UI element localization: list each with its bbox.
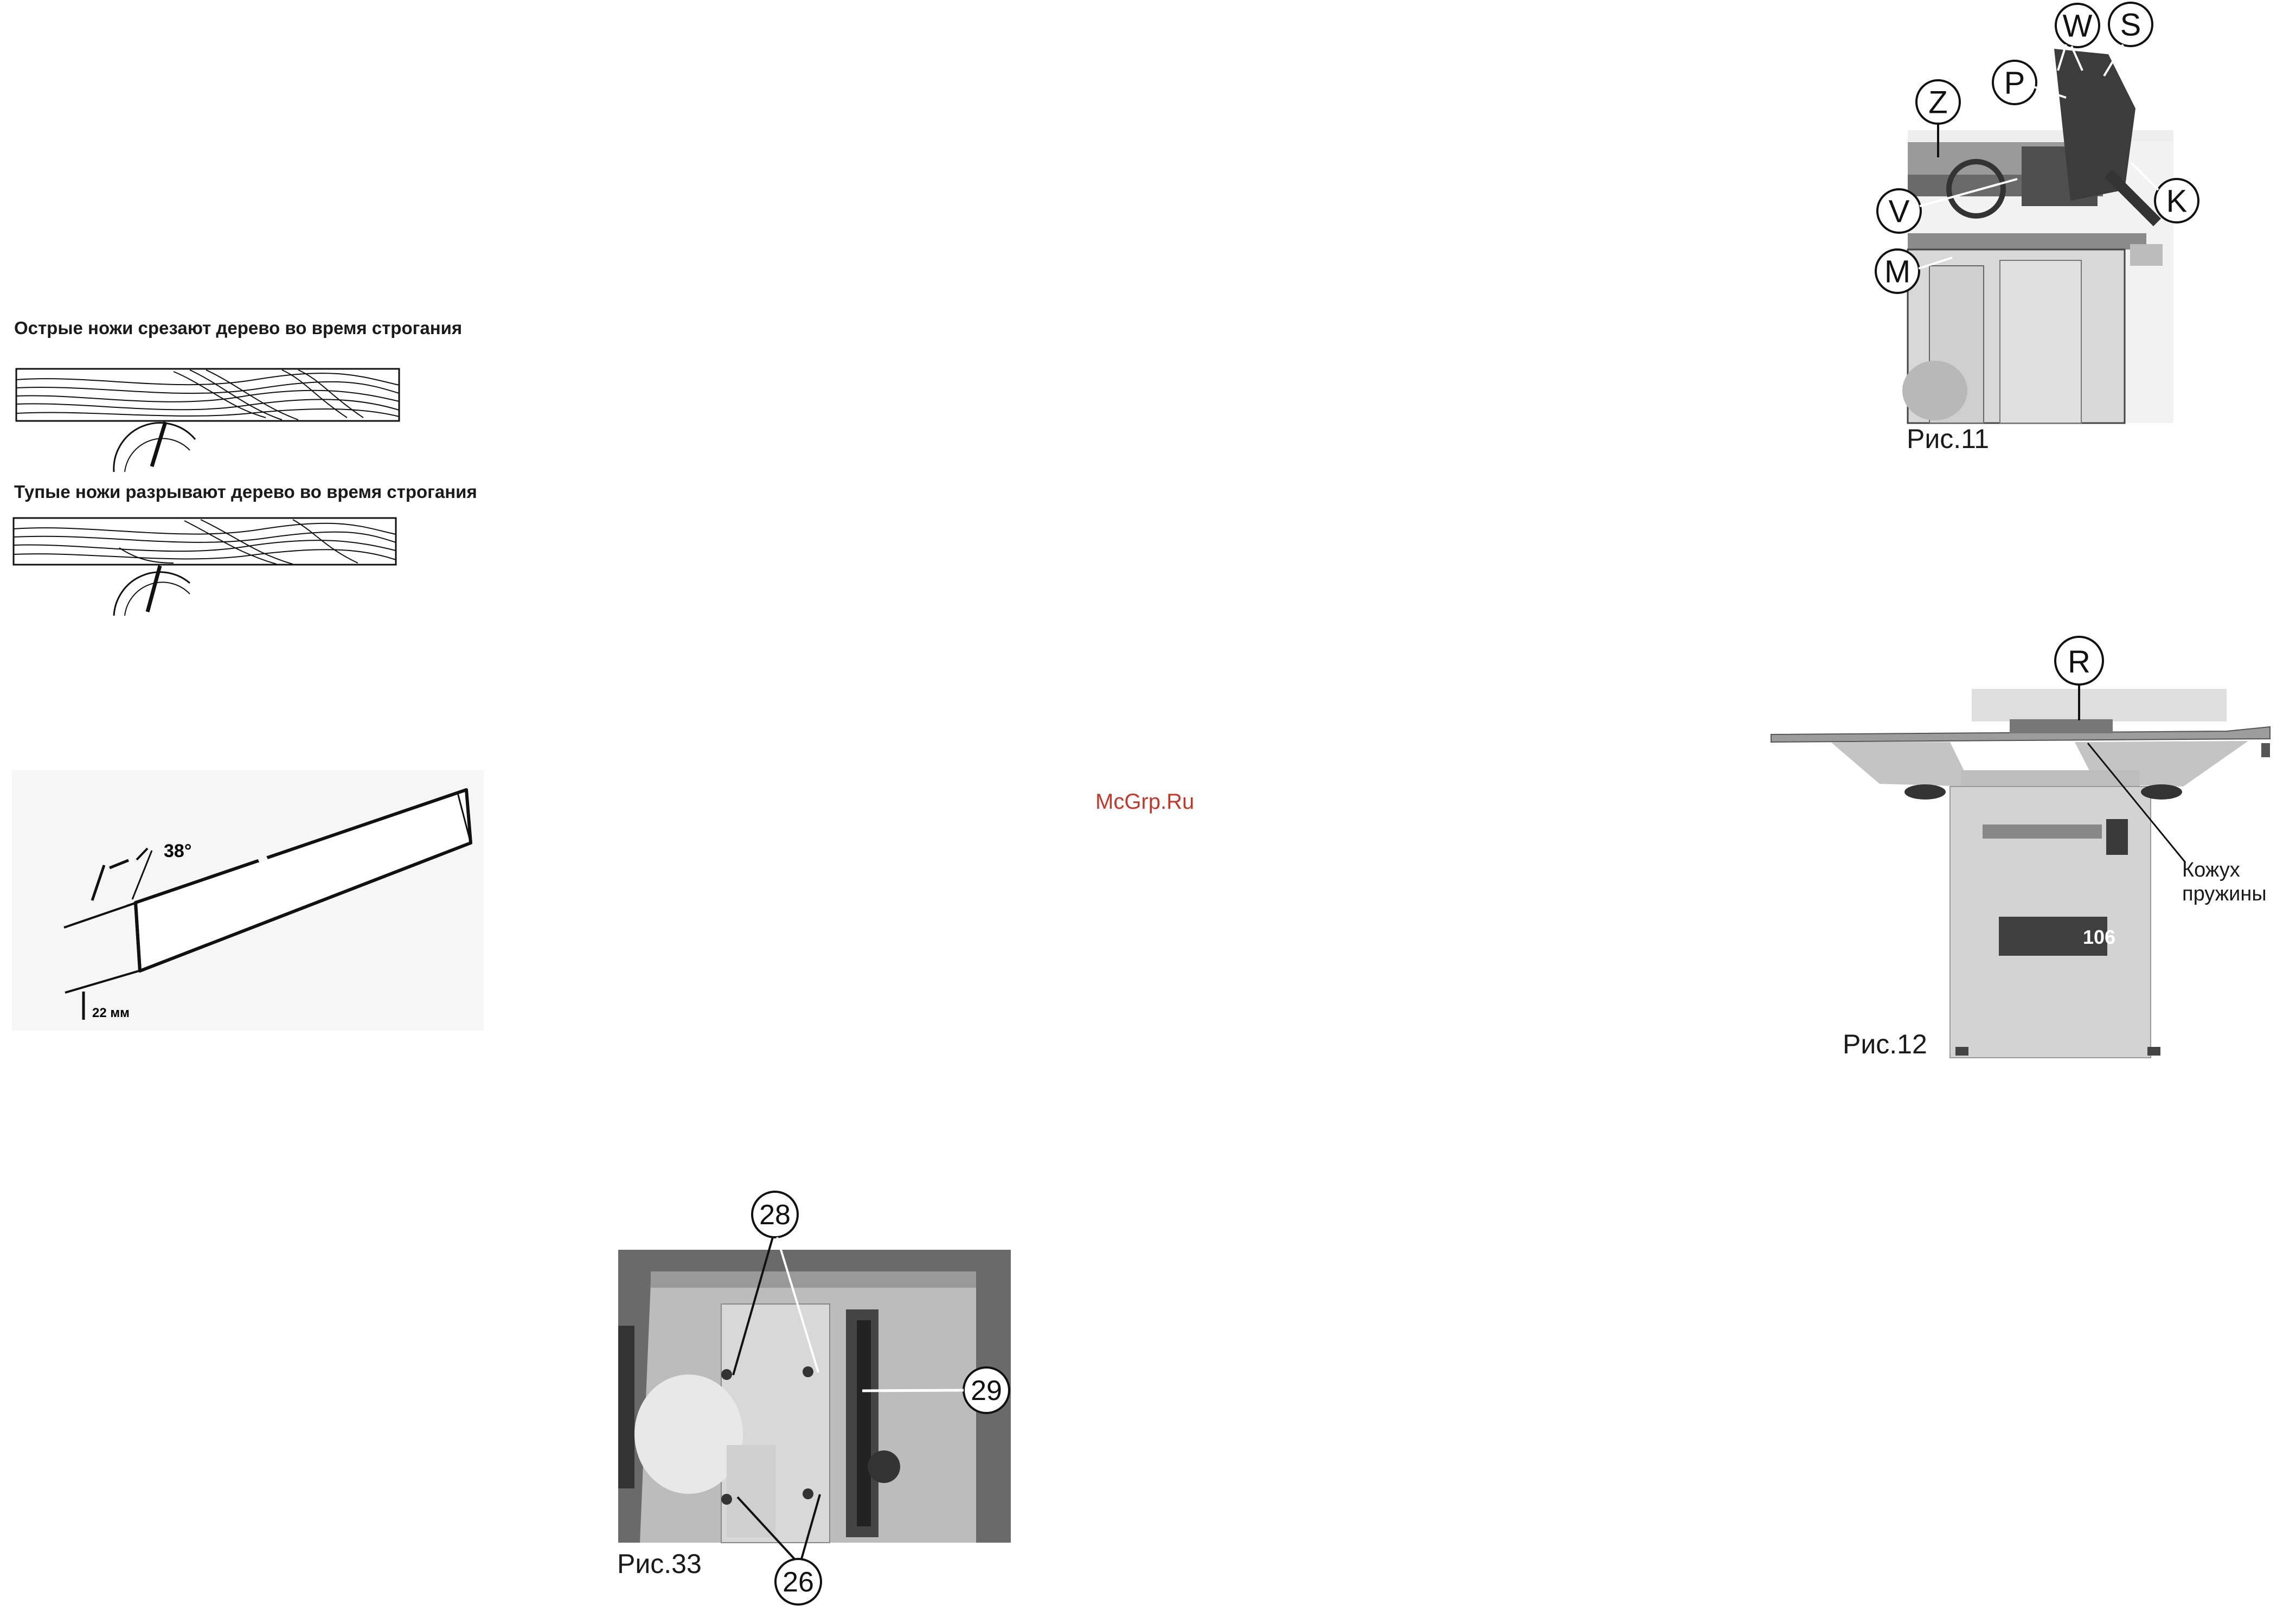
callout-r: R bbox=[2068, 644, 2090, 680]
sharp-knives-caption: Острые ножи срезают дерево во время строгания bbox=[14, 318, 463, 338]
kozhukh-leader-line bbox=[2082, 732, 2191, 873]
callout-w: W bbox=[2062, 8, 2093, 44]
fig12-caption: Рис.12 bbox=[1843, 1029, 1927, 1059]
fig33-callouts bbox=[705, 1188, 1019, 1611]
fig11-caption: Рис.11 bbox=[1907, 424, 1990, 454]
fig11-callouts bbox=[1844, 0, 2188, 304]
callout-z: Z bbox=[1928, 85, 1948, 120]
spring-cover-label: Кожух пружины bbox=[2182, 859, 2267, 905]
dull-knife-wood-diagram bbox=[11, 515, 407, 618]
callout-v: V bbox=[1888, 194, 1910, 229]
callout-k: K bbox=[2166, 183, 2188, 219]
callout-29: 29 bbox=[971, 1375, 1002, 1407]
dull-knives-caption: Тупые ножи разрывают дерево во время строгания bbox=[14, 482, 477, 502]
watermark: McGrp.Ru bbox=[1095, 790, 1195, 814]
callout-s: S bbox=[2120, 7, 2141, 43]
callout-28: 28 bbox=[759, 1199, 791, 1231]
knife-blade-diagram bbox=[12, 770, 484, 1031]
sharp-knife-wood-diagram bbox=[11, 363, 407, 477]
brand-number: 106 bbox=[2083, 926, 2116, 948]
thickness-label: 22 мм bbox=[92, 1006, 130, 1020]
fig33-caption: Рис.33 bbox=[617, 1549, 702, 1579]
callout-m: M bbox=[1884, 254, 1911, 290]
angle-label: 38° bbox=[164, 841, 192, 861]
callout-26: 26 bbox=[783, 1567, 814, 1598]
callout-p: P bbox=[2004, 65, 2025, 101]
